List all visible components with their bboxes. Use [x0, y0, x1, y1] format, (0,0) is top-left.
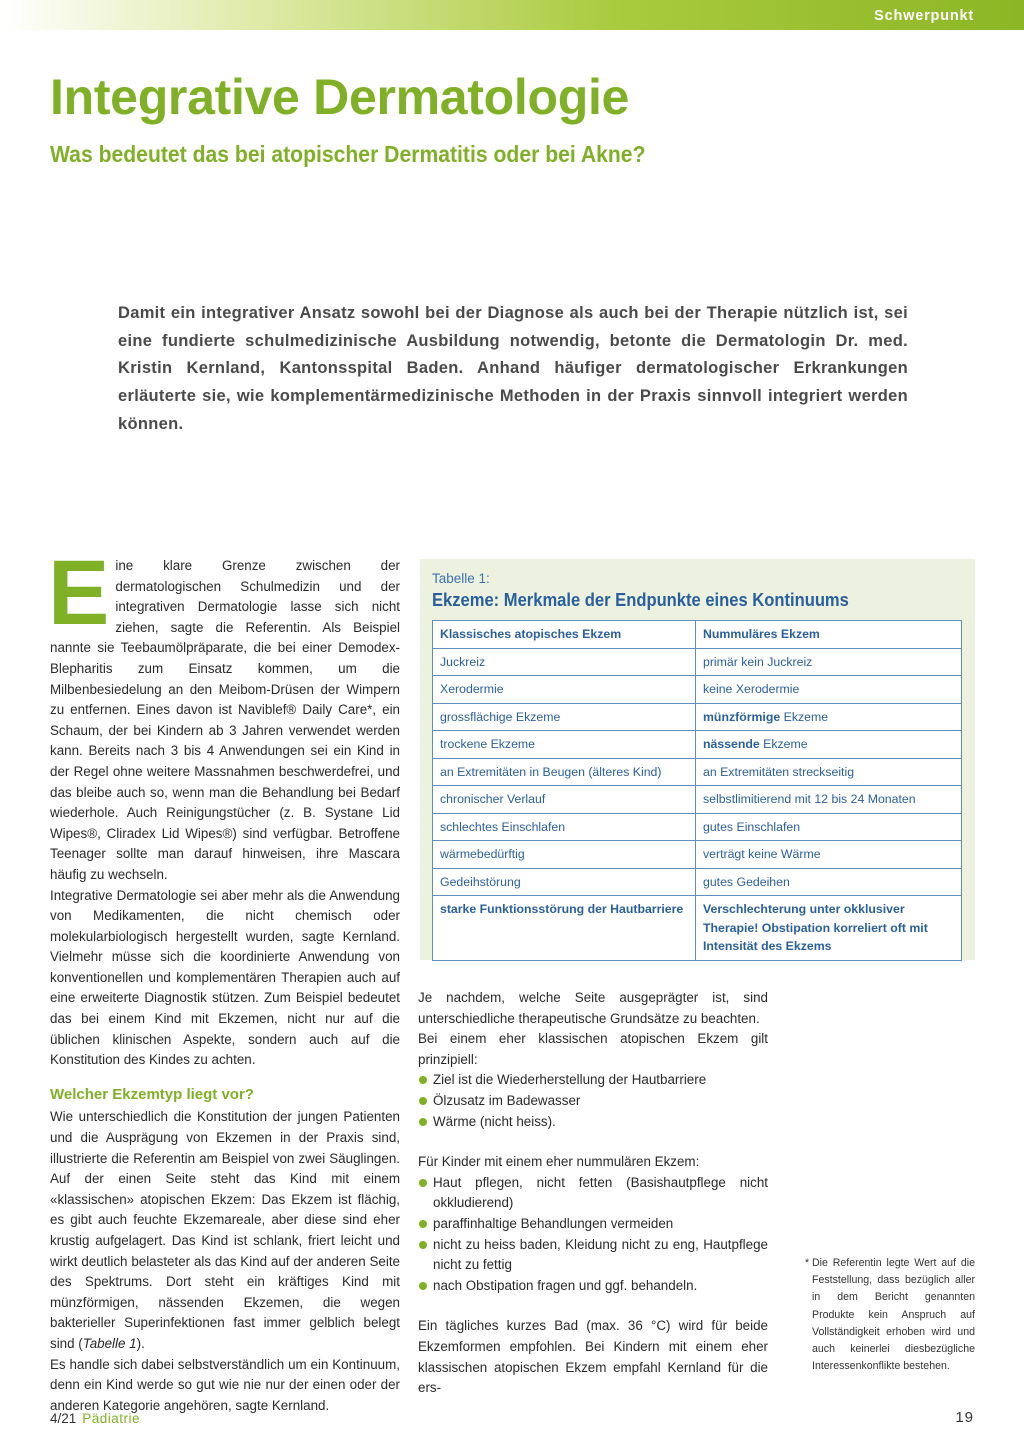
table-row	[433, 703, 962, 731]
footnote-mark: *	[805, 1257, 810, 1269]
table-cell: gutes Einschlafen	[696, 813, 962, 841]
body-column-left	[48, 542, 400, 1416]
paragraph-text: ine klare Grenze zwischen der dermatologischen Schulmedizin und der integrativen Dermatologie lasse sich nicht ziehen, sagte die Referentin. Als Beispiel nannte sie Teebaumölpräparate, die bei einer Demodex-Blepharitis zum Einsatz kommen, um die Milbenbesiedelung an den Meibom-Drüsen der Wimpern zu entfernen. Eines davon ist Naviblef® Daily Care*, ein Schaum, der bei Kindern ab 3 Jahren verwendet werden kann. Bereits nach 3 bis 4 Anwendungen sei ein Kind in der Regel ohne weitere Massnahmen beschwerdefrei, und das bleibe auch so, wenn man die Behandlung bei Bedarf wiederhole. Auch Reinigungstücher (z. B. Systane Lid Wipes®, Cliradex Lid Wipes®) sind verfügbar. Betroffene Teenager sollte man darauf hinweisen, ihre Mascara häufig zu wechseln.	[50, 558, 400, 882]
table-cell: an Extremitäten in Beugen (älteres Kind)	[433, 758, 696, 786]
paragraph: Ein tägliches kurzes Bad (max. 36 °C) wird für beide Ekzemformen empfohlen. Bei Kindern mit einem eher klassischen atopischen Ekzem empfahl Kernland für die ers-	[418, 1318, 768, 1396]
table-caption: Tabelle 1:	[432, 571, 490, 586]
paragraph	[50, 1107, 400, 1354]
table-cell: wärmebedürftig	[433, 841, 696, 869]
header-cell: Klassisches atopisches Ekzem	[433, 621, 696, 649]
section-subheading: Welcher Ekzemtyp liegt vor?	[50, 1085, 254, 1103]
table-cell: Xerodermie	[433, 676, 696, 704]
list-item: nach Obstipation fragen und ggf. behandeln.	[418, 1276, 768, 1297]
table-cell: selbstlimitierend mit 12 bis 24 Monaten	[696, 786, 962, 814]
table-reference: Tabelle 1	[82, 1335, 137, 1351]
table-row	[433, 896, 962, 961]
list-item: paraffinhaltige Behandlungen vermeiden	[418, 1214, 768, 1235]
article-title: Integrative Dermatologie	[50, 69, 630, 125]
table-cell: trockene Ekzeme	[433, 731, 696, 759]
list-item: nicht zu heiss baden, Kleidung nicht zu eng, Hautpflege nicht zu fettig	[418, 1235, 768, 1276]
table-row	[433, 758, 962, 786]
footnote	[805, 1255, 975, 1375]
table-title: Ekzeme: Merkmale der Endpunkte eines Kontinuums	[432, 590, 849, 610]
paragraph: Je nachdem, welche Seite ausgeprägter ist, sind unterschiedliche therapeutische Grundsätze zu beachten.	[418, 990, 768, 1026]
table-cell: primär kein Juckreiz	[696, 648, 962, 676]
section-header-bar	[0, 0, 1024, 30]
table-cell: gutes Gedeihen	[696, 868, 962, 896]
table-cell: Gedeihstörung	[433, 868, 696, 896]
list-item: Wärme (nicht heiss).	[418, 1112, 768, 1133]
table-cell: verträgt keine Wärme	[696, 841, 962, 869]
paragraph-text: Wie unterschiedlich die Konstitution der jungen Patienten und die Ausprägung von Ekzemen in der Praxis sind, illustrierte die Referentin am Beispiel von zwei Säuglingen. Auf der einen Seite steht das Kind mit einem «klassischen» atopischen Ekzem: Das Ekzem ist flächig, es gibt auch feuchte Ekzemareale, aber diese sind eher krustig aufgelagert. Das Kind ist schlank, friert leicht und wirkt deutlich belasteter als das Kind auf der anderen Seite des Spektrums. Dort steht ein kräftiges Kind mit münzförmigen, nässenden Ekzemen, die wegen bakterieller Superinfektionen fast immer gelblich belegt sind (	[50, 1109, 400, 1351]
section-label: Schwerpunkt	[874, 8, 974, 24]
table-cell: Verschlechterung unter okklusiver Therapie! Obstipation korreliert oft mit Intensität des Ekzems	[696, 896, 962, 961]
cell-text: Ekzeme	[759, 737, 808, 751]
paragraph: Es handle sich dabei selbstverständlich um ein Kontinuum, denn ein Kind werde so gut wie nie nur der einen oder der anderen Kategorie angehören, sagte Kernland.	[50, 1356, 400, 1413]
table-cell: chronischer Verlauf	[433, 786, 696, 814]
paragraph	[48, 542, 400, 886]
table-row	[433, 648, 962, 676]
footer-issue	[50, 1411, 140, 1426]
list-item: Haut pflegen, nicht fetten (Basishautpflege nicht okkludierend)	[418, 1173, 768, 1214]
list-item: Ziel ist die Wiederherstellung der Hautbarriere	[418, 1070, 768, 1091]
table-row	[433, 813, 962, 841]
table-cell	[696, 731, 962, 759]
table-cell	[696, 703, 962, 731]
table-cell: grossflächige Ekzeme	[433, 703, 696, 731]
body-column-middle	[418, 988, 768, 1399]
table-row	[433, 841, 962, 869]
page-number: 19	[955, 1409, 974, 1426]
footnote-text: Die Referentin legte Wert auf die Feststellung, dass bezüglich aller in dem Bericht genannten Produkte kein Anspruch auf Vollständigkeit erhoben wird und auch keinerlei diesbezügliche Interessenkonflikte bestehen.	[812, 1257, 975, 1373]
emphasis: nässende	[703, 737, 760, 751]
article-subtitle: Was bedeutet das bei atopischer Dermatitis oder bei Akne?	[50, 141, 646, 167]
eczema-comparison-table	[432, 620, 962, 961]
drop-cap: E	[48, 542, 110, 644]
table-cell: Juckreiz	[433, 648, 696, 676]
table-1-box	[420, 559, 975, 960]
paragraph: Integrative Dermatologie sei aber mehr als die Anwendung von Medikamenten, die nicht chemisch oder molekularbiologisch hergestellt wurden, sagte Kernland. Vielmehr müsse sich die koordinierte Anwendung von konventionellen und komplementären Therapien auch auf eine erweiterte Diagnostik stützen. Zum Beispiel bedeutet das bei einem Kind mit Ekzemen, nicht nur auf die üblichen klinischen Aspekte, sondern auch auf die Konstitution des Kindes zu achten.	[50, 887, 400, 1068]
table-row	[433, 868, 962, 896]
cell-text: Ekzeme	[780, 709, 829, 724]
issue-number: 4/21	[50, 1411, 77, 1426]
table-row	[433, 731, 962, 759]
table-row	[433, 786, 962, 814]
lead-paragraph: Damit ein integrativer Ansatz sowohl bei der Diagnose als auch bei der Therapie nützlich ist, sei eine fundierte schulmedizinische Ausbildung notwendig, betonte die Dermatologin Dr. med. Kristin Kernland, Kantonsspital Baden. Anhand häufiger dermatologischer Erkrankungen erläuterte sie, wie komplementärmedizinische Methoden in der Praxis sinnvoll integriert werden können.	[118, 304, 908, 433]
paragraph: Für Kinder mit einem eher nummulären Ekzem:	[418, 1154, 700, 1170]
header-cell: Nummuläres Ekzem	[696, 621, 962, 649]
table-cell: an Extremitäten streckseitig	[696, 758, 962, 786]
bullet-list	[418, 1173, 768, 1297]
table-row	[433, 676, 962, 704]
table-header-row	[433, 621, 962, 649]
table-cell: schlechtes Einschlafen	[433, 813, 696, 841]
table-cell: keine Xerodermie	[696, 676, 962, 704]
paragraph-text: ).	[136, 1335, 145, 1351]
magazine-name: Pädiatrie	[82, 1411, 141, 1426]
paragraph: Bei einem eher klassischen atopischen Ekzem gilt prinzipiell:	[418, 1031, 768, 1067]
list-item: Ölzusatz im Badewasser	[418, 1091, 768, 1112]
table-cell: starke Funktionsstörung der Hautbarriere	[433, 896, 696, 961]
bullet-list	[418, 1070, 768, 1132]
emphasis: münzförmige	[703, 709, 781, 724]
